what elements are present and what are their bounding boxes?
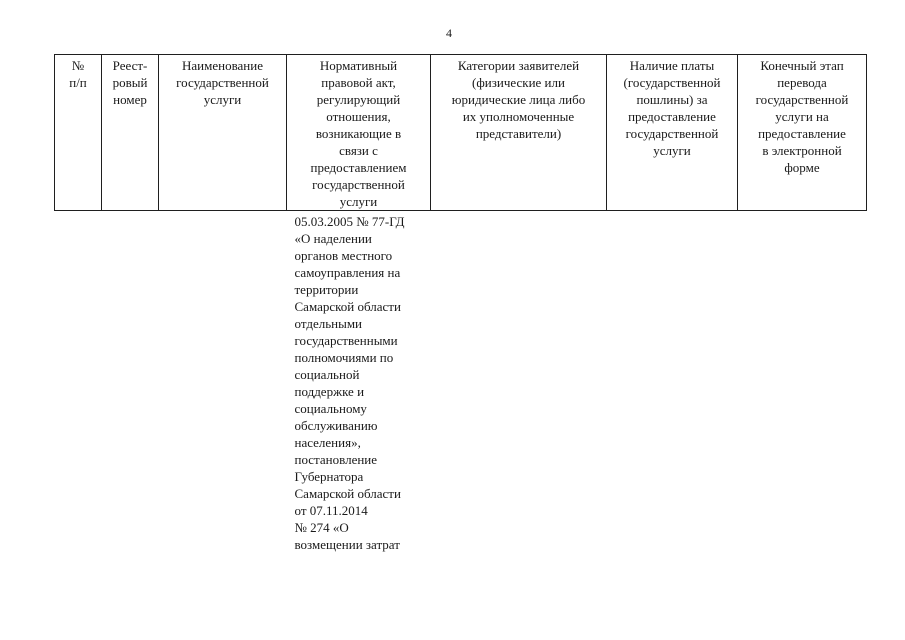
cell-legal-act: [287, 211, 431, 574]
header-service-name: [159, 55, 287, 211]
cell-number: [55, 211, 102, 574]
page-number: 4: [446, 26, 452, 40]
registry-table-wrapper: [54, 54, 866, 573]
header-final-stage-label: Конечный этап перевода государственной услуги на предоставление в электронной форме: [755, 58, 849, 175]
cell-service-name: [159, 211, 287, 574]
header-fee-label: Наличие платы (государственной пошлины) за предоставление государственной услуги: [623, 58, 721, 158]
header-legal-act-label: Нормативный правовой акт, регулирующий отношения, возникающие в связи с предоставлением государственной услуги: [310, 58, 407, 209]
registry-table: [54, 54, 867, 573]
cell-applicant-categories: [431, 211, 607, 574]
header-fee: [607, 55, 738, 211]
table-row: [55, 211, 867, 574]
header-number: [55, 55, 102, 211]
header-registry-number-label: Реест- ровый номер: [112, 58, 148, 107]
cell-registry-number: [102, 211, 159, 574]
header-applicant-categories: [431, 55, 607, 211]
header-applicant-categories-label: Категории заявителей (физические или юридические лица либо их уполномоченные представители): [451, 58, 586, 141]
header-legal-act: [287, 55, 431, 211]
cell-final-stage: [738, 211, 867, 574]
header-service-name-label: Наименование государственной услуги: [176, 58, 269, 107]
header-row: [55, 55, 867, 211]
header-registry-number: [102, 55, 159, 211]
header-final-stage: [738, 55, 867, 211]
legal-act-text: 05.03.2005 № 77-ГД «О наделении органов местного самоуправления на территории Самарской области отдельными государственными полномочиями по социальной поддержке и социальному обслуживанию населения», постановление Губернатора Самарской области от 07.11.2014 № 274 «О возмещении затрат: [294, 214, 405, 552]
cell-fee: [607, 211, 738, 574]
header-number-label: № п/п: [69, 58, 87, 90]
